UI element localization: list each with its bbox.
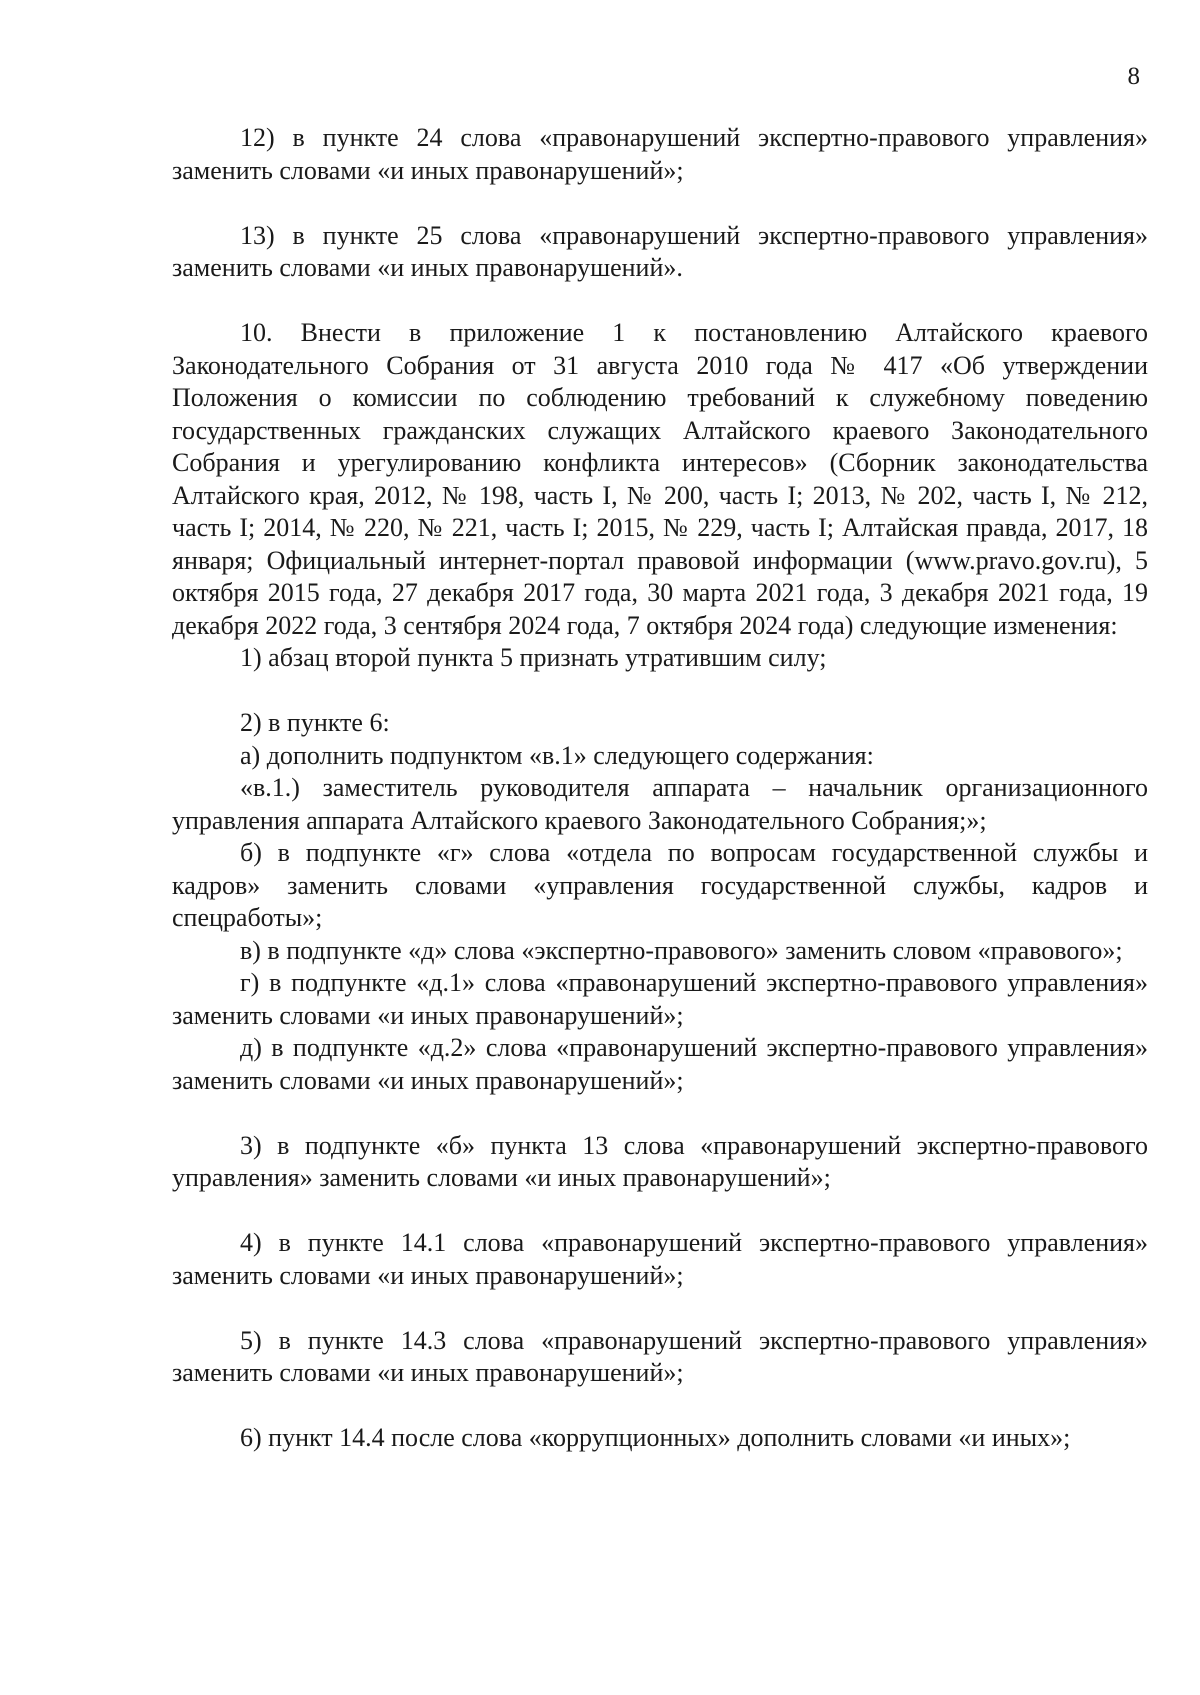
paragraph-subitem-2d: д) в подпункте «д.2» слова «правонарушений экспертно-правового управления» заменить словами «и иных правонарушений»; bbox=[172, 1033, 1148, 1095]
paragraph-subitem-1: 1) абзац второй пункта 5 признать утратившим силу; bbox=[240, 643, 827, 672]
paragraph-subitem-2: 2) в пункте 6: bbox=[240, 708, 390, 737]
paragraph-item-13: 13) в пункте 25 слова «правонарушений экспертно-правового управления» заменить словами «и иных правонарушений». bbox=[172, 220, 1148, 282]
paragraph-subitem-6: 6) пункт 14.4 после слова «коррупционных» дополнить словами «и иных»; bbox=[240, 1423, 1071, 1452]
paragraph-item-12: 12) в пункте 24 слова «правонарушений экспертно-правового управления» заменить словами «и иных правонарушений»; bbox=[172, 123, 1148, 185]
paragraph-subitem-5: 5) в пункте 14.3 слова «правонарушений экспертно-правового управления» заменить словами «и иных правонарушений»; bbox=[172, 1325, 1148, 1387]
paragraph-subitem-3: 3) в подпункте «б» пункта 13 слова «правонарушений экспертно-правового управления» заменить словами «и иных правонарушений»; bbox=[172, 1130, 1148, 1192]
page-number: 8 bbox=[1127, 63, 1140, 90]
document-body bbox=[172, 122, 1148, 1455]
paragraph-section-10: 10. Внести в приложение 1 к постановлению Алтайского краевого Законодательного Собрания от 31 августа 2010 года № 417 «Об утверждении Положения о комиссии по соблюдению требований к служебному поведению государственных гражданских служащих Алтайского краевого Законодательного Собрания и урегулированию конфликта интересов» (Сборник законодательства Алтайского края, 2012, № 198, часть I, № 200, часть I; 2013, № 202, часть I, № 212, часть I; 2014, № 220, № 221, часть I; 2015, № 229, часть I; Алтайская правда, 2017, 18 января; Официальный интернет-портал правовой информации (www.pravo.gov.ru), 5 октября 2015 года, 27 декабря 2017 года, 30 марта 2021 года, 3 декабря 2021 года, 19 декабря 2022 года, 3 сентября 2024 года, 7 октября 2024 года) следующие изменения: bbox=[172, 318, 1148, 640]
paragraph-subitem-4: 4) в пункте 14.1 слова «правонарушений экспертно-правового управления» заменить словами «и иных правонарушений»; bbox=[172, 1228, 1148, 1290]
paragraph-subitem-2g: г) в подпункте «д.1» слова «правонарушений экспертно-правового управления» заменить словами «и иных правонарушений»; bbox=[172, 968, 1148, 1030]
paragraph-quote-v1: «в.1.) заместитель руководителя аппарата – начальник организационного управления аппарата Алтайского краевого Законодательного Собрания;»; bbox=[172, 773, 1148, 835]
paragraph-subitem-2v: в) в подпункте «д» слова «экспертно-правового» заменить словом «правового»; bbox=[240, 935, 1123, 965]
paragraph-subitem-2a: а) дополнить подпунктом «в.1» следующего содержания: bbox=[240, 740, 874, 770]
paragraph-subitem-2b: б) в подпункте «г» слова «отдела по вопросам государственной службы и кадров» заменить словами «управления государственной службы, кадров и спецработы»; bbox=[172, 838, 1148, 932]
